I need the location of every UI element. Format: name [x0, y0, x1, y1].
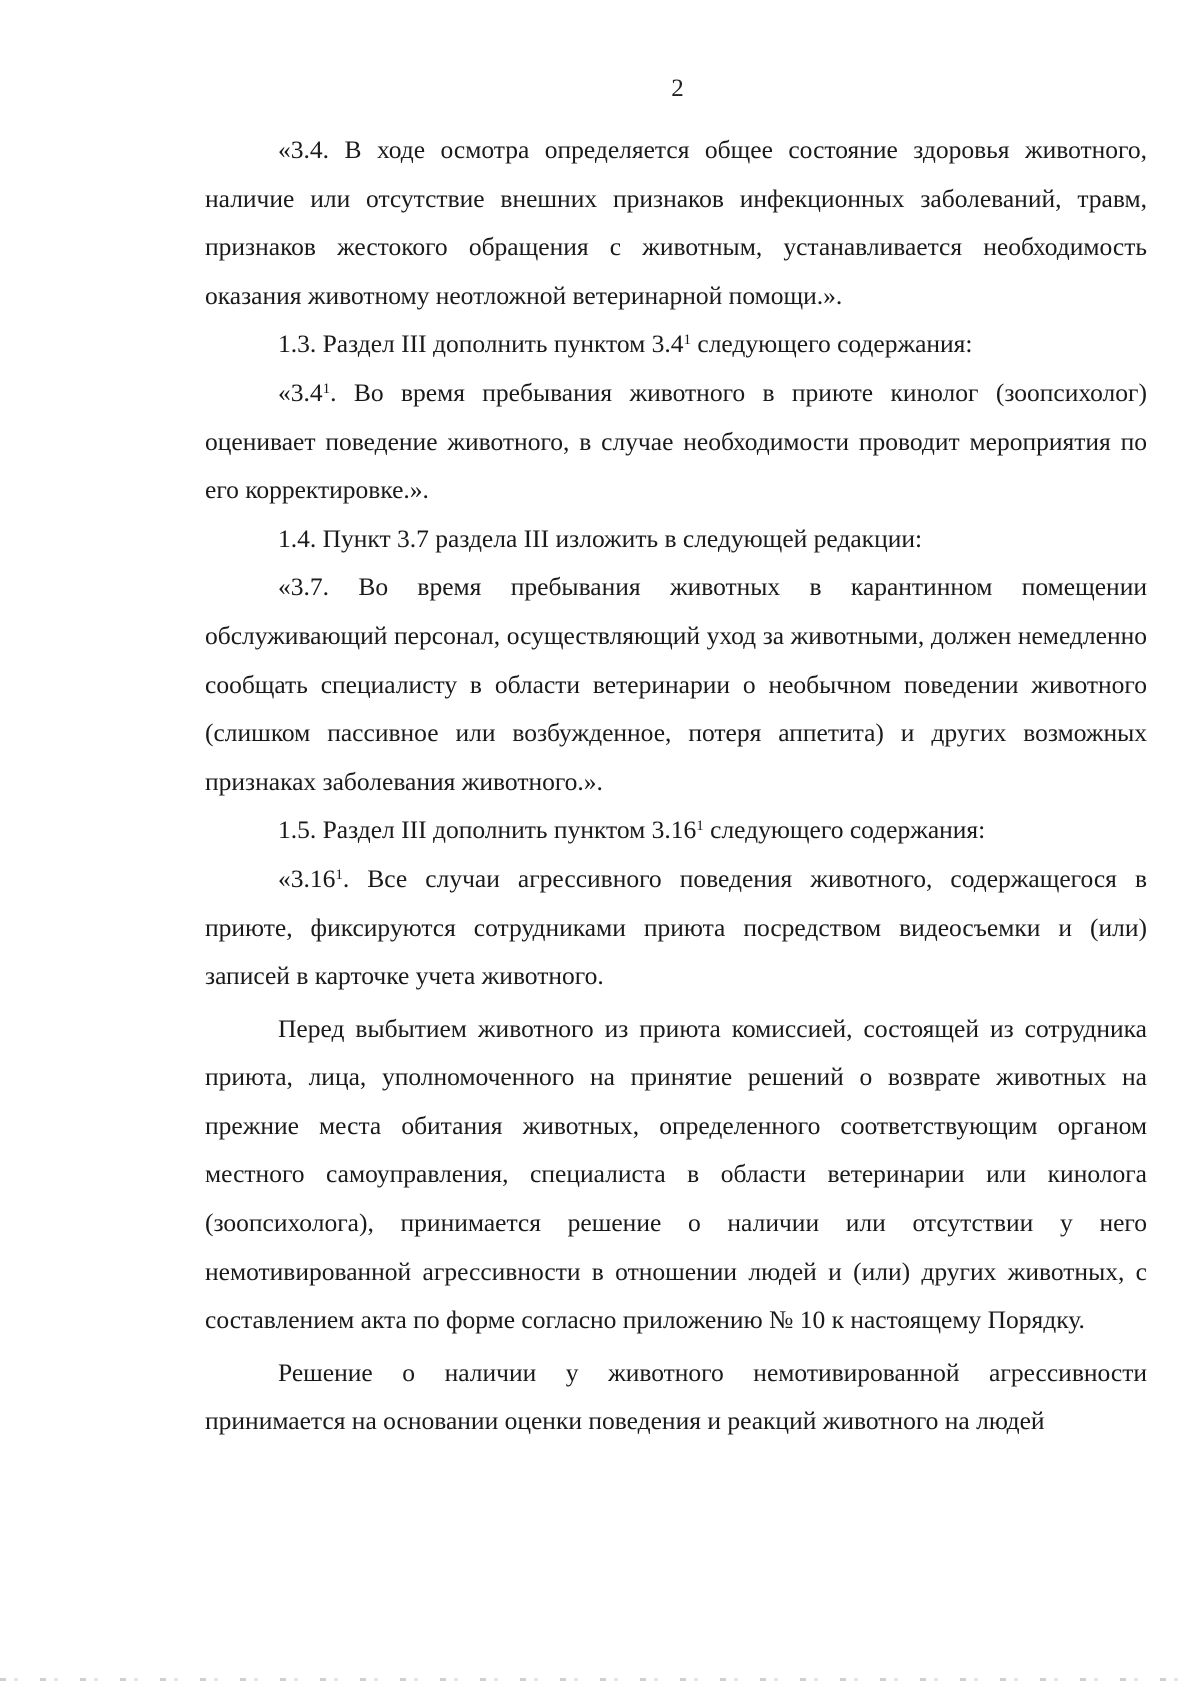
paragraph-text: 1.5. Раздел III дополнить пунктом 3.16 [278, 815, 697, 845]
superscript: 1 [335, 866, 343, 883]
paragraph-text: «3.16 [278, 863, 336, 893]
paragraph-3-4-1 [205, 369, 1147, 515]
paragraph-text: следующего содержания: [703, 815, 986, 845]
superscript: 1 [696, 818, 704, 835]
paragraph-1-5 [205, 806, 1147, 855]
document-body [205, 126, 1147, 1446]
scan-edge-artifact [0, 1678, 1200, 1681]
superscript: 1 [322, 380, 331, 397]
paragraph-text: следующего содержания: [691, 329, 973, 359]
paragraph-3-7: «3.7. Во время пребывания животных в карантинном помещении обслуживающий персонал, осуществляющий уход за животными, должен немедленно сообщать специалисту в области ветеринарии о необычном поведении животного (слишком пассивное или возбужденное, потеря аппетита) и других возможных признаках заболевания животного.». [205, 572, 1147, 796]
paragraph-aggression-decision: Решение о наличии у животного немотивированной агрессивности принимается на основании оценки поведения и реакций животного на людей [205, 1357, 1147, 1436]
paragraph-text: . Во время пребывания животного в приюте кинолог (зоопсихолог) оценивает поведение животного, в случае необходимости проводит мероприятия по его корректировке.». [205, 377, 1147, 505]
paragraph-1-4: 1.4. Пункт 3.7 раздела III изложить в следующей редакции: [278, 523, 923, 553]
paragraph-text: «3.4 [278, 377, 323, 407]
paragraph-text: 1.3. Раздел III дополнить пунктом 3.4 [278, 329, 684, 359]
paragraph-3-16-1 [205, 855, 1147, 1001]
paragraph-commission-decision: Перед выбытием животного из приюта комиссией, состоящей из сотрудника приюта, лица, уполномоченного на принятие решений о возврате животных на прежние места обитания животных, определенного соответствующим органом местного самоуправления, специалиста в области ветеринарии или кинолога (зоопсихолога), принимается решение о наличии или отсутствии у него немотивированной агрессивности в отношении людей и (или) других животных, с составлением акта по форме согласно приложению № 10 к настоящему Порядку. [205, 1013, 1147, 1335]
paragraph-1-3 [205, 320, 1147, 369]
page-number: 2 [671, 75, 684, 102]
paragraph-text: . Все случаи агрессивного поведения животного, содержащегося в приюте, фиксируются сотрудниками приюта посредством видеосъемки и (или) записей в карточке учета животного. [205, 863, 1147, 991]
paragraph-3-4: «3.4. В ходе осмотра определяется общее состояние здоровья животного, наличие или отсутствие внешних признаков инфекционных заболеваний, травм, признаков жестокого обращения с животным, устанавливается необходимость оказания животному неотложной ветеринарной помощи.». [205, 135, 1147, 310]
superscript: 1 [683, 332, 691, 349]
